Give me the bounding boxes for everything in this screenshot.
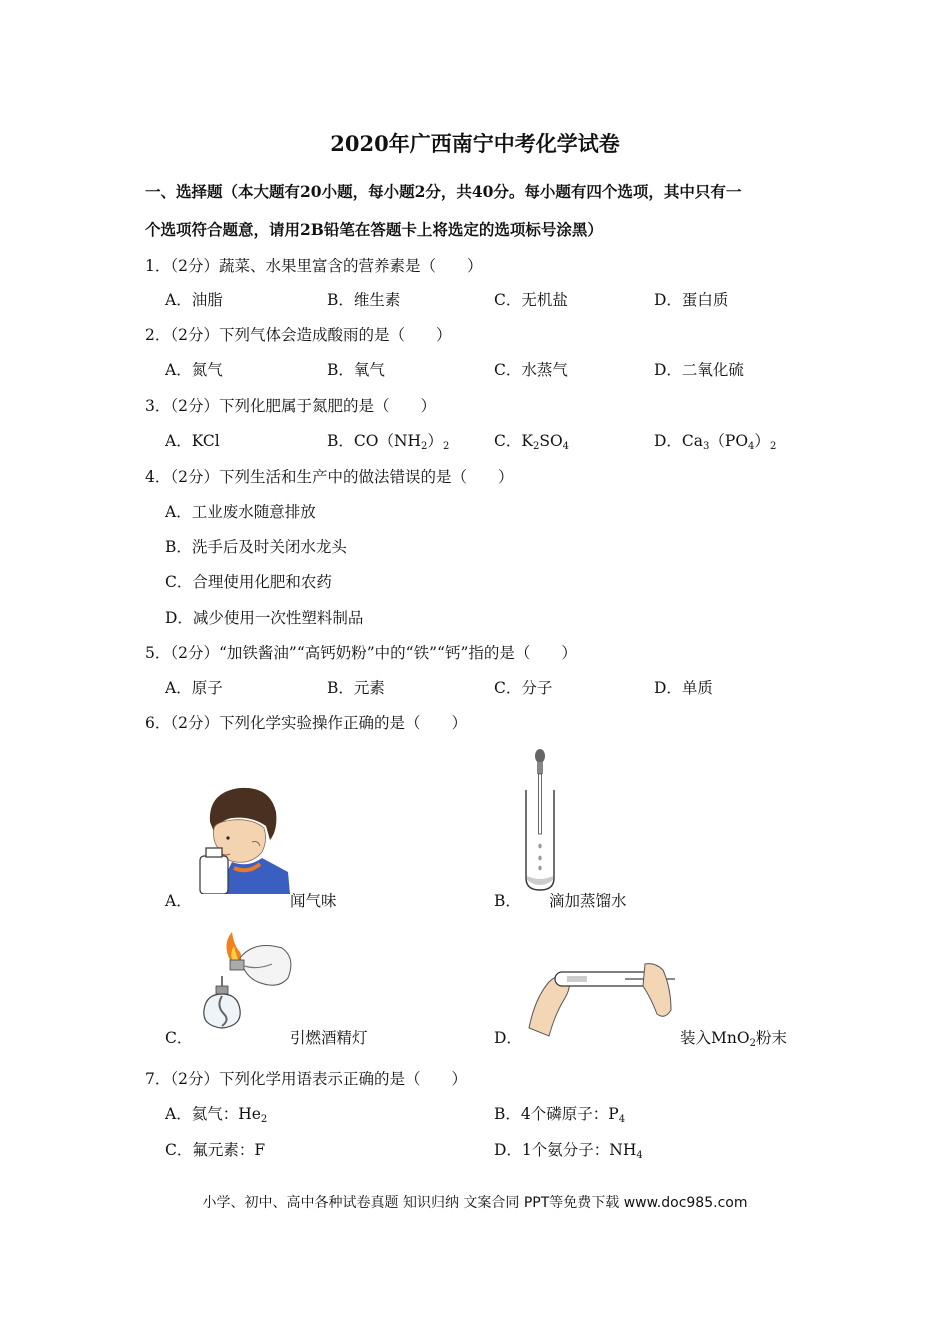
q6-option-b-caption: 滴加蒸馏水 [549, 892, 627, 910]
footer-link-text[interactable]: 小学、初中、高中各种试卷真题 知识归纳 文案合同 PPT等免费下载 www.doc985.com [202, 1195, 748, 1211]
q6-stem: 6．（2分）下列化学实验操作正确的是（ ） [145, 714, 467, 732]
q1-option-a: A．油脂 [165, 291, 223, 309]
q4-option-c: C．合理使用化肥和农药 [165, 573, 332, 591]
q7-stem: 7．（2分）下列化学用语表示正确的是（ ） [145, 1070, 467, 1088]
q2-option-d: D．二氧化硫 [654, 361, 744, 379]
q3-option-b: B．$CO(NH_2)_2$ [327, 432, 450, 452]
q1-option-c: C．无机盐 [494, 291, 568, 309]
q3-option-d: D．$Ca_3(PO_4)_2$ [654, 432, 777, 452]
q6-option-a-letter: A． [165, 892, 192, 910]
q4-option-d: D．减少使用一次性塑料制品 [165, 609, 364, 627]
q3-option-c: C．$K_2SO_4$ [494, 432, 570, 452]
section-heading-line1: 一、选择题（本大题有20小题，每小题2分，共40分。每小题有四个选项，其中只有一 [145, 182, 742, 201]
q6-option-c-letter: C． [165, 1029, 193, 1047]
q5-option-b: B．元素 [327, 679, 385, 697]
q4-stem: 4．（2分）下列生活和生产中的做法错误的是（ ） [145, 468, 514, 486]
q6-option-c-caption: 引燃酒精灯 [290, 1029, 368, 1047]
q5-option-c: C．分子 [494, 679, 553, 697]
q5-option-d: D．单质 [654, 679, 713, 697]
q3-option-a: A．KCl [165, 432, 220, 450]
section-heading-line2: 个选项符合题意，请用2B铅笔在答题卡上将选定的选项标号涂黑） [145, 220, 603, 239]
q1-stem: 1．（2分）蔬菜、水果里富含的营养素是（ ） [145, 257, 483, 275]
exam-title: 2020年广西南宁中考化学试卷 [330, 131, 620, 156]
q4-option-b: B．洗手后及时关闭水龙头 [165, 538, 347, 556]
q6-option-d-caption: 装入MnO$_2$粉末 [680, 1029, 787, 1049]
q7-option-b: B．4个磷原子：$P_4$ [494, 1105, 626, 1125]
smelling-gas-illustration [192, 782, 292, 894]
q7-option-d: D．1个氨分子：$NH_4$ [494, 1141, 643, 1161]
q7-option-c: C．氟元素：F [165, 1141, 266, 1159]
dropper-test-tube-illustration [520, 748, 560, 894]
q7-option-a: A．氦气：$He_2$ [165, 1105, 268, 1125]
q6-option-b-letter: B． [494, 892, 521, 910]
q2-option-b: B．氧气 [327, 361, 385, 379]
q2-stem: 2．（2分）下列气体会造成酸雨的是（ ） [145, 326, 452, 344]
alcohol-lamp-illustration [192, 930, 302, 1034]
q6-option-d-letter: D． [494, 1029, 522, 1047]
q5-option-a: A．原子 [165, 679, 223, 697]
q2-option-c: C．水蒸气 [494, 361, 568, 379]
q3-stem: 3．（2分）下列化肥属于氮肥的是（ ） [145, 397, 436, 415]
q1-option-d: D．蛋白质 [654, 291, 729, 309]
q2-option-a: A．氮气 [165, 361, 223, 379]
q6-option-a-caption: 闻气味 [290, 892, 337, 910]
q4-option-a: A．工业废水随意排放 [165, 503, 316, 521]
q1-option-b: B．维生素 [327, 291, 401, 309]
powder-loading-illustration [525, 958, 685, 1038]
q5-stem: 5．（2分）“加铁酱油”“高钙奶粉”中的“铁”“钙”指的是（ ） [145, 644, 577, 662]
